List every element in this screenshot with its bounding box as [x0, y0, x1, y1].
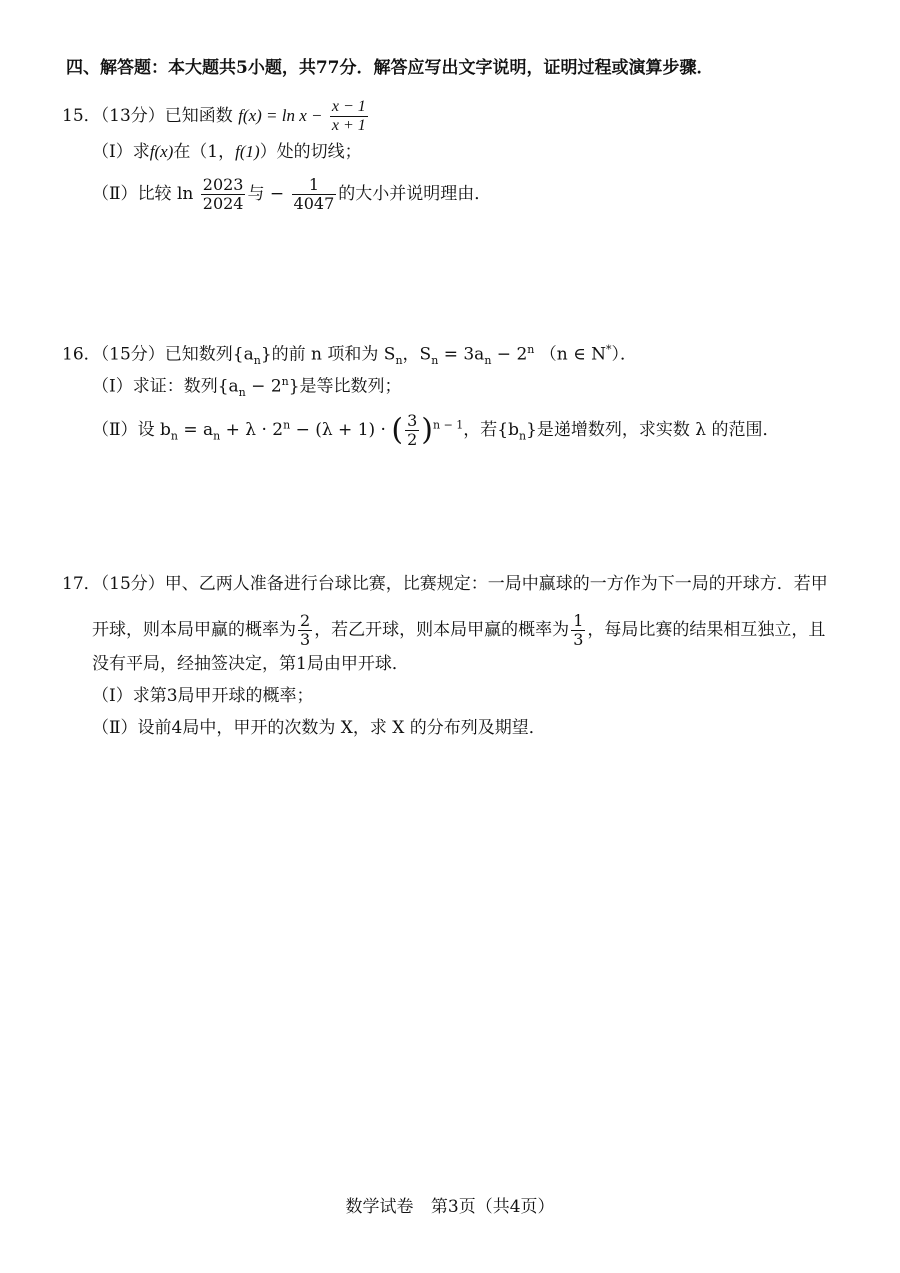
footer-page-number: 第3页（共4页） [430, 1197, 555, 1217]
question-17-part-2: （Ⅱ）设前4局中，甲开的次数为 X，求 X 的分布列及期望． [92, 718, 546, 738]
q15-part1-text-c: ）处的切线； [259, 142, 362, 162]
q16-part2-frac-num: 3 [407, 411, 418, 430]
q16-part2-text-e: ，若{b [463, 420, 519, 440]
q15-part1-text-b: 在（1， [173, 142, 236, 162]
left-paren: ( [391, 412, 404, 448]
q15-part2-fraction-2 [292, 176, 337, 213]
q16-part1-text: 求证：数列{a [132, 376, 239, 397]
question-17-part-1: （Ⅰ）求第3局甲开球的概率； [92, 686, 314, 706]
q16-part2-frac-den: 2 [407, 430, 418, 449]
q15-fraction-denominator: x + 1 [331, 117, 366, 134]
q16-intro-e: − 2 [491, 344, 528, 365]
q16-part2-sub-2: n [213, 429, 221, 443]
q17-frac2-num: 1 [573, 611, 584, 630]
q16-sup-n: n [527, 343, 535, 356]
q16-intro: 已知数列{a [164, 344, 254, 365]
q16-part1-sup: n [281, 375, 289, 388]
question-17-line-2 [92, 612, 825, 649]
q17-number: 17． [62, 574, 101, 594]
q15-part1-fx: f(x) [149, 142, 174, 161]
q16-sub-n: n [253, 354, 261, 368]
q17-frac1-num: 2 [300, 611, 311, 630]
q17-line2-b: ，若乙开球，则本局甲赢的概率为 [314, 620, 570, 640]
q15-part2-frac1-num: 2023 [202, 175, 244, 194]
q16-part2-sub-1: n [170, 429, 178, 443]
footer-subject: 数学试卷 [345, 1197, 414, 1217]
q15-part2-label: （Ⅱ） [92, 184, 138, 204]
q17-frac1-den: 3 [300, 630, 311, 649]
question-15-stem [62, 98, 370, 135]
q15-part2-frac1-den: 2024 [202, 194, 244, 213]
q16-intro-c: ，S [402, 344, 432, 365]
q16-intro-d: = 3a [438, 344, 485, 365]
q17-line2-c: ，每局比赛的结果相互独立，且 [587, 620, 826, 640]
question-16-part-2 [92, 412, 779, 449]
q16-intro-b: }的前 n 项和为 S [260, 344, 396, 365]
q15-fraction [330, 98, 368, 135]
q16-number: 16． [62, 344, 101, 365]
q17-line1: 甲、乙两人准备进行台球比赛，比赛规定：一局中赢球的一方作为下一局的开球方．若甲 [164, 574, 828, 594]
q16-part1-text-c: }是等比数列； [288, 376, 402, 397]
q15-part2-fraction-1 [201, 176, 246, 213]
q15-part1-f1: f(1) [235, 142, 260, 161]
page-footer [0, 1192, 900, 1217]
question-15-part-2 [92, 176, 491, 213]
q16-sub-n-3: n [431, 354, 439, 368]
q16-part1-sub: n [238, 386, 246, 400]
q17-fraction-2 [571, 612, 585, 649]
q16-intro-g: ）． [611, 344, 637, 365]
q15-function: f(x) = ln x − [238, 106, 323, 125]
q15-part2-frac2-num: 1 [292, 176, 337, 195]
q15-part2-text: 比较 ln [137, 184, 194, 204]
question-17-line-1 [62, 572, 828, 596]
q15-fraction-numerator: x − 1 [331, 98, 366, 115]
q16-part1-text-b: − 2 [245, 376, 282, 397]
q15-points: （13分） [100, 106, 165, 126]
q16-part2-text-f: }是递增数列，求实数 λ 的范围． [526, 420, 780, 440]
q16-points: （15分） [100, 344, 165, 365]
section-header: 四、解答题：本大题共5小题，共77分．解答应写出文字说明，证明过程或演算步骤． [66, 58, 714, 78]
q15-part2-frac2-den: 4047 [293, 194, 335, 213]
q16-part2-text: 设 b [137, 420, 171, 440]
q16-part2-text-b: = a [177, 420, 214, 440]
q16-part2-label: （Ⅱ） [92, 420, 138, 440]
question-16-part-1 [92, 370, 402, 405]
q15-part1-label: （Ⅰ） [92, 142, 133, 162]
q15-number: 15． [62, 106, 101, 126]
q17-points: （15分） [100, 574, 165, 594]
q16-sub-n-4: n [484, 354, 492, 368]
q15-part2-text-c: 的大小并说明理由． [338, 184, 492, 204]
q15-part1-text: 求 [132, 142, 150, 162]
q16-sub-n-2: n [395, 354, 403, 368]
q15-part2-text-b: 与 − [247, 184, 285, 204]
q17-line2-a: 开球，则本局甲赢的概率为 [92, 620, 296, 640]
q16-part2-sup: n [283, 418, 291, 432]
q16-star: * [606, 343, 612, 356]
question-17-line-3: 没有平局，经抽签决定，第1局由甲开球． [92, 654, 409, 674]
question-16-stem [62, 338, 637, 373]
q16-part1-label: （Ⅰ） [92, 376, 133, 397]
q16-part2-exponent: n − 1 [432, 418, 464, 432]
q16-part2-fraction [405, 412, 419, 449]
q16-intro-f: （n ∈ N [534, 344, 606, 365]
q16-part2-sub-3: n [518, 429, 527, 443]
q16-part2-text-d: − (λ + 1) · [290, 420, 392, 440]
q17-frac2-den: 3 [573, 630, 584, 649]
right-paren: ) [421, 412, 433, 448]
q15-intro: 已知函数 [164, 106, 233, 126]
q17-fraction-1 [298, 612, 312, 649]
q16-part2-text-c: + λ · 2 [220, 420, 284, 440]
question-15-part-1 [92, 140, 362, 164]
